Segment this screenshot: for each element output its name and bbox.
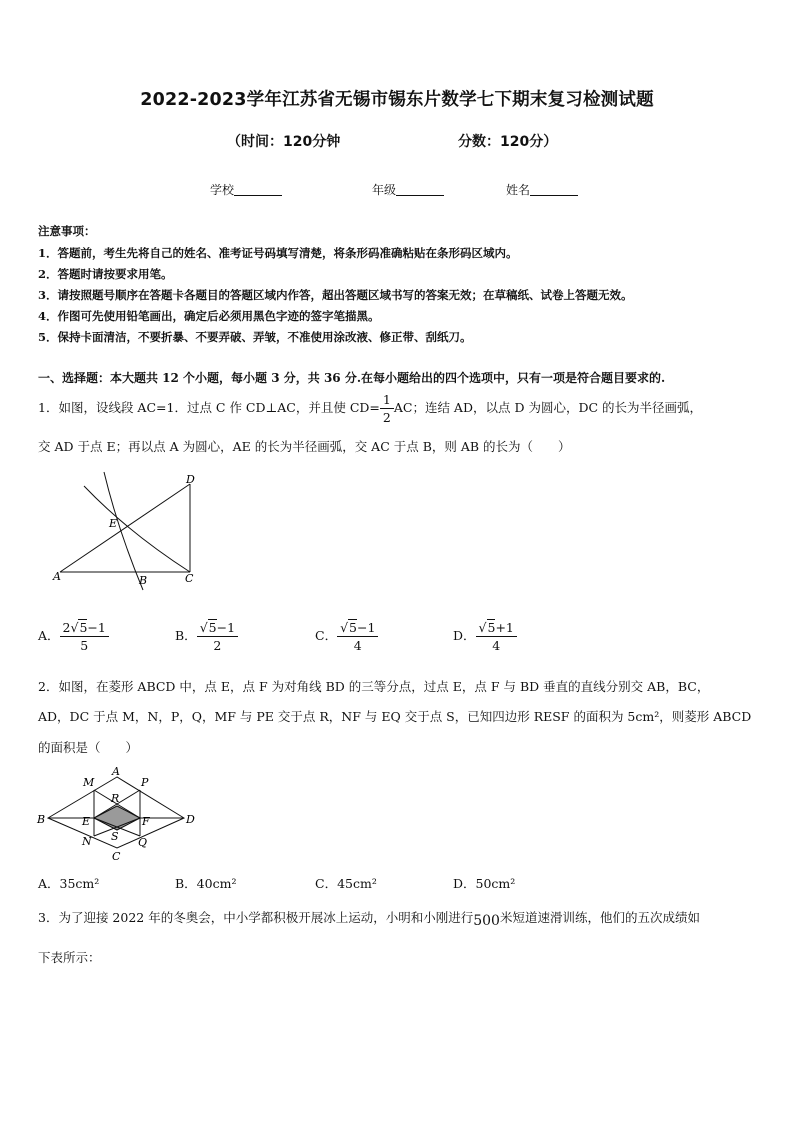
q1-text-b: AC；连结 AD，以点 D 为圆心，DC 的长为半径画弧， — [393, 400, 703, 415]
exam-score: 分数：120分） — [458, 134, 558, 150]
num-coef: 2 — [62, 620, 71, 635]
num-rest: −1 — [216, 620, 236, 635]
q1-figure — [48, 470, 208, 595]
denominator: 2 — [213, 638, 222, 653]
radicand: 5 — [349, 620, 357, 635]
q1-label-d: D — [186, 473, 195, 486]
num-rest: +1 — [495, 620, 514, 635]
q2-line1: 2．如图，在菱形 ABCD 中，点 E，点 F 为对角线 BD 的三等分点，过点 E，点 F 与 BD 垂直的直线分别交 AB，BC， — [38, 679, 710, 694]
q2-option-c[interactable]: C．45cm² — [315, 876, 377, 891]
q1-text-a: 1．如图，设线段 AC=1．过点 C 作 CD⊥AC，并且使 CD= — [38, 400, 380, 415]
note-item: 5．保持卡面清洁，不要折暴、不要弄破、弄皱，不准使用涂改液、修正带、刮纸刀。 — [38, 330, 472, 344]
q2-figure — [36, 763, 206, 863]
q2-label-p: P — [141, 776, 149, 789]
q2-option-a[interactable]: A．35cm² — [38, 876, 100, 891]
radicand: 5 — [487, 620, 496, 635]
q2-label-f: F — [142, 815, 150, 828]
option-fraction: $\frac{2√5-1}{5}$ — [60, 620, 109, 653]
num-rest: −1 — [357, 620, 376, 635]
q2-label-m: M — [83, 776, 95, 789]
q1-option-a[interactable] — [38, 620, 109, 653]
option-letter: A． — [38, 628, 60, 643]
denominator: 5 — [80, 638, 89, 653]
name-label: 姓名 — [506, 183, 531, 197]
q1-label-a: A — [53, 570, 61, 583]
denominator: 4 — [353, 638, 362, 653]
grade-field — [372, 181, 444, 198]
q3-line2: 下表所示： — [38, 950, 101, 965]
option-fraction: $\frac{√5-1}{4}$ — [337, 620, 378, 653]
q3-text-a: 3．为了迎接 2022 年的冬奥会，中小学都积极开展冰上运动，小明和小刚进行 — [38, 910, 474, 925]
q2-label-s: S — [111, 830, 119, 843]
note-item: 4．作图可先使用铅笔画出，确定后必须用黑色字迹的签字笔描黑。 — [38, 309, 380, 323]
option-fraction: $\frac{√5-1}{2}$ — [197, 620, 238, 653]
q2-line3: 的面积是（ ） — [38, 740, 139, 755]
q1-label-e: E — [109, 517, 118, 530]
grade-blank — [396, 183, 444, 196]
grade-label: 年级 — [372, 183, 397, 197]
q3-line1 — [38, 908, 700, 929]
q1-line1 — [38, 392, 702, 425]
q2-label-a: A — [112, 765, 120, 778]
q2-label-r: R — [111, 792, 120, 805]
q1-line2: 交 AD 于点 E；再以点 A 为圆心，AE 的长为半径画弧，交 AC 于点 B，则 AB 的长为（ ） — [38, 439, 571, 454]
q2-line2: AD，DC 于点 M，N，P，Q，MF 与 PE 交于点 R，NF 与 EQ 交于点 S，已知四边形 RESF 的面积为 5cm²，则菱形 ABCD — [38, 709, 752, 724]
school-field — [210, 181, 282, 198]
q1-option-c[interactable] — [315, 620, 378, 653]
q3-text-b: 米短道速滑训练，他们的五次成绩如 — [499, 910, 700, 925]
q1-option-d[interactable] — [453, 620, 517, 653]
option-letter: C． — [315, 628, 338, 643]
option-fraction: $\frac{√5+1}{4}$ — [476, 620, 517, 653]
radicand: 5 — [208, 620, 217, 635]
q2-label-b: B — [37, 813, 46, 826]
q1-frac-num: 1 — [380, 392, 394, 409]
shaded-resf — [94, 806, 140, 830]
q2-label-d: D — [186, 813, 195, 826]
section-heading: 一、选择题：本大题共 12 个小题，每小题 3 分，共 36 分.在每小题给出的四个选项中，只有一项是符合题目要求的. — [38, 371, 666, 385]
note-item: 1．答题前，考生先将自己的姓名、准考证号码填写清楚，将条形码准确粘贴在条形码区域内。 — [38, 246, 518, 260]
notes-heading: 注意事项： — [38, 224, 96, 238]
arc-centered-d — [84, 486, 190, 572]
radicand: 5 — [79, 620, 88, 635]
page-title: 2022-2023学年江苏省无锡市锡东片数学七下期末复习检测试题 — [140, 90, 654, 110]
school-label: 学校 — [210, 183, 235, 197]
q2-label-e: E — [82, 815, 91, 828]
note-item: 3．请按照题号顺序在答题卡各题目的答题区域内作答，超出答题区域书写的答案无效；在草稿纸、试卷上答题无效。 — [38, 288, 633, 302]
num-rest: −1 — [87, 620, 106, 635]
q2-option-d[interactable]: D．50cm² — [453, 876, 516, 891]
note-item: 2．答题时请按要求用笔。 — [38, 267, 173, 281]
denominator: 4 — [492, 638, 501, 653]
q1-label-b: B — [139, 574, 148, 587]
exam-time: （时间：120分钟 — [227, 134, 341, 150]
option-letter: B． — [175, 628, 197, 643]
q2-label-q: Q — [138, 836, 148, 849]
q2-label-n: N — [82, 835, 92, 848]
q1-fraction — [380, 392, 394, 425]
q3-distance: 500 — [473, 913, 500, 929]
school-blank — [234, 183, 282, 196]
name-field — [506, 181, 578, 198]
q1-label-c: C — [185, 572, 194, 585]
q2-option-b[interactable]: B．40cm² — [175, 876, 237, 891]
name-blank — [530, 183, 578, 196]
q1-option-b[interactable] — [175, 620, 238, 653]
option-letter: D． — [453, 628, 476, 643]
q1-frac-den: 2 — [382, 410, 391, 425]
q2-label-c: C — [112, 850, 121, 863]
